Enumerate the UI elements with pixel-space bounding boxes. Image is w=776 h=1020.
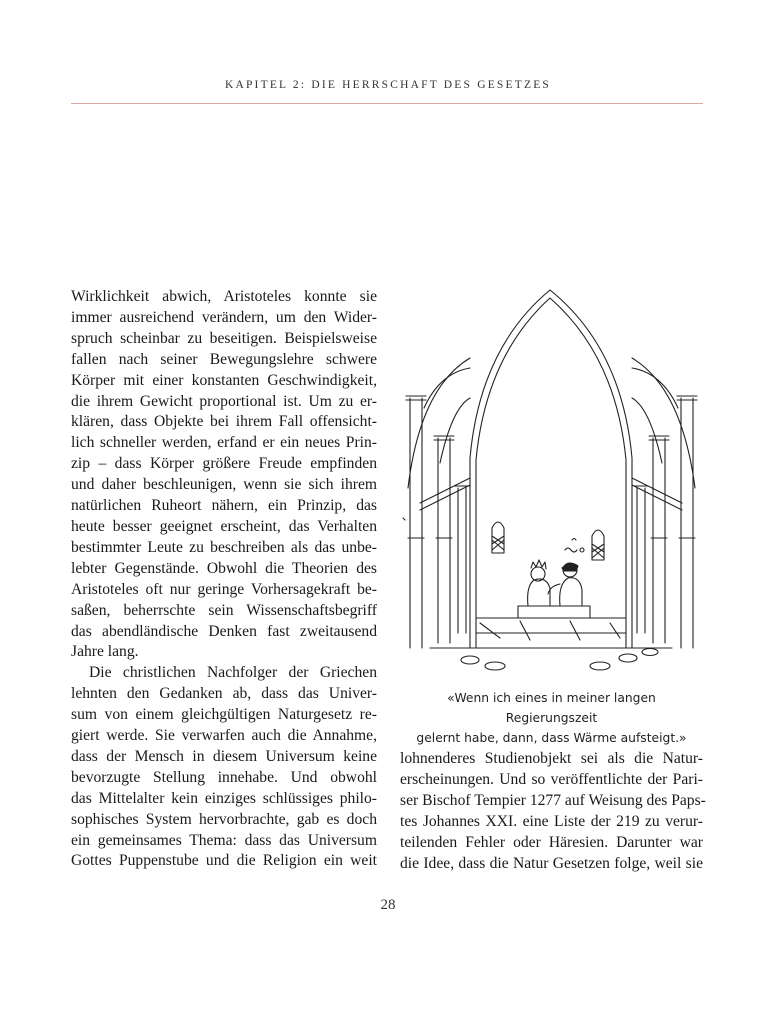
cartoon-illustration: [400, 288, 703, 678]
text-line: natürlichen Ruheort nähern, ein Prinzip, das: [71, 497, 377, 515]
text-line: giert werde. Sie verwarfen auch die Annahme,: [71, 727, 377, 745]
text-line: Jahre lang.: [71, 643, 139, 661]
text-line: bestimmter Leute zu beschreiben als das unbe-: [71, 538, 377, 556]
text-line: lich schneller werden, erfand er ein neues Prin-: [71, 434, 377, 452]
text-line: tes Johannes XXI. eine Liste der 219 zu verur-: [400, 812, 703, 830]
text-line: immer ausreichend verändern, um den Wider-: [71, 308, 377, 326]
text-line: Aristoteles oft nur geringe Vorhersagekraft be-: [71, 580, 377, 598]
text-line: Wirklichkeit abwich, Aristoteles konnte sie: [71, 288, 377, 305]
text-line: teilenden Fehler oder Häresien. Darunter war: [400, 833, 703, 851]
text-line: erscheinungen. Und so veröffentlichte der Pari-: [400, 770, 703, 788]
text-line: lebter Gegenstände. Obwohl die Theorien des: [71, 559, 377, 577]
text-line: das abendländische Denken fast zweitausend: [71, 622, 377, 640]
text-line: die Idee, dass die Natur Gesetzen folge, weil sie: [400, 854, 703, 872]
text-line: ein gemeinsames Thema: dass das Universum: [71, 831, 377, 849]
text-line: Gottes Puppenstube und die Religion ein weit: [71, 852, 377, 870]
text-line: heute besser geeignet erscheint, das Verhalten: [71, 517, 377, 535]
text-line: bevorzugte Stellung innehabe. Und obwohl: [71, 768, 377, 786]
text-line: das Mittelalter kein einziges schlüssiges philo-: [71, 789, 377, 807]
text-line: Die christlichen Nachfolger der Griechen: [89, 664, 377, 682]
text-line: saßen, beherrschte sein Wissenschaftsbegriff: [71, 601, 377, 619]
text-line: zip – dass Körper größere Freude empfinden: [71, 455, 377, 473]
figure-caption: [400, 688, 703, 748]
page-number: 28: [380, 897, 396, 913]
caption-line: gelernt habe, dann, dass Wärme aufsteigt.»: [416, 731, 687, 745]
text-line: klären, dass Objekte bei ihrem Fall offensicht-: [71, 413, 377, 431]
running-head: KAPITEL 2: DIE HERRSCHAFT DES GESETZES: [224, 79, 552, 91]
text-line: ser Bischof Tempier 1277 auf Weisung des Paps-: [400, 791, 706, 809]
text-line: fallen nach seiner Bewegungslehre schwere: [71, 350, 377, 368]
text-line: und daher beschleunigen, wenn sie sich ihrem: [71, 476, 377, 494]
caption-line: «Wenn ich eines in meiner langen Regierungszeit: [447, 691, 656, 725]
text-line: lehnten den Gedanken ab, dass das Univer-: [71, 685, 377, 703]
text-line: spruch scheinbar zu beseitigen. Beispielsweise: [71, 329, 377, 347]
text-line: Körper mit einer konstanten Geschwindigkeit,: [71, 371, 377, 389]
left-text-column: [71, 287, 377, 872]
text-line: sum von einem gleichgültigen Naturgesetz re-: [71, 706, 377, 724]
right-text-column: [400, 749, 706, 874]
text-line: die ihrem Gewicht proportional ist. Um zu er-: [71, 392, 377, 410]
header-rule: [71, 103, 703, 104]
text-line: dass der Mensch in diesem Universum keine: [71, 747, 377, 765]
text-line: sophisches System hervorbrachte, gab es doch: [71, 810, 377, 828]
text-line: lohnenderes Studienobjekt sei als die Natur-: [400, 750, 703, 767]
